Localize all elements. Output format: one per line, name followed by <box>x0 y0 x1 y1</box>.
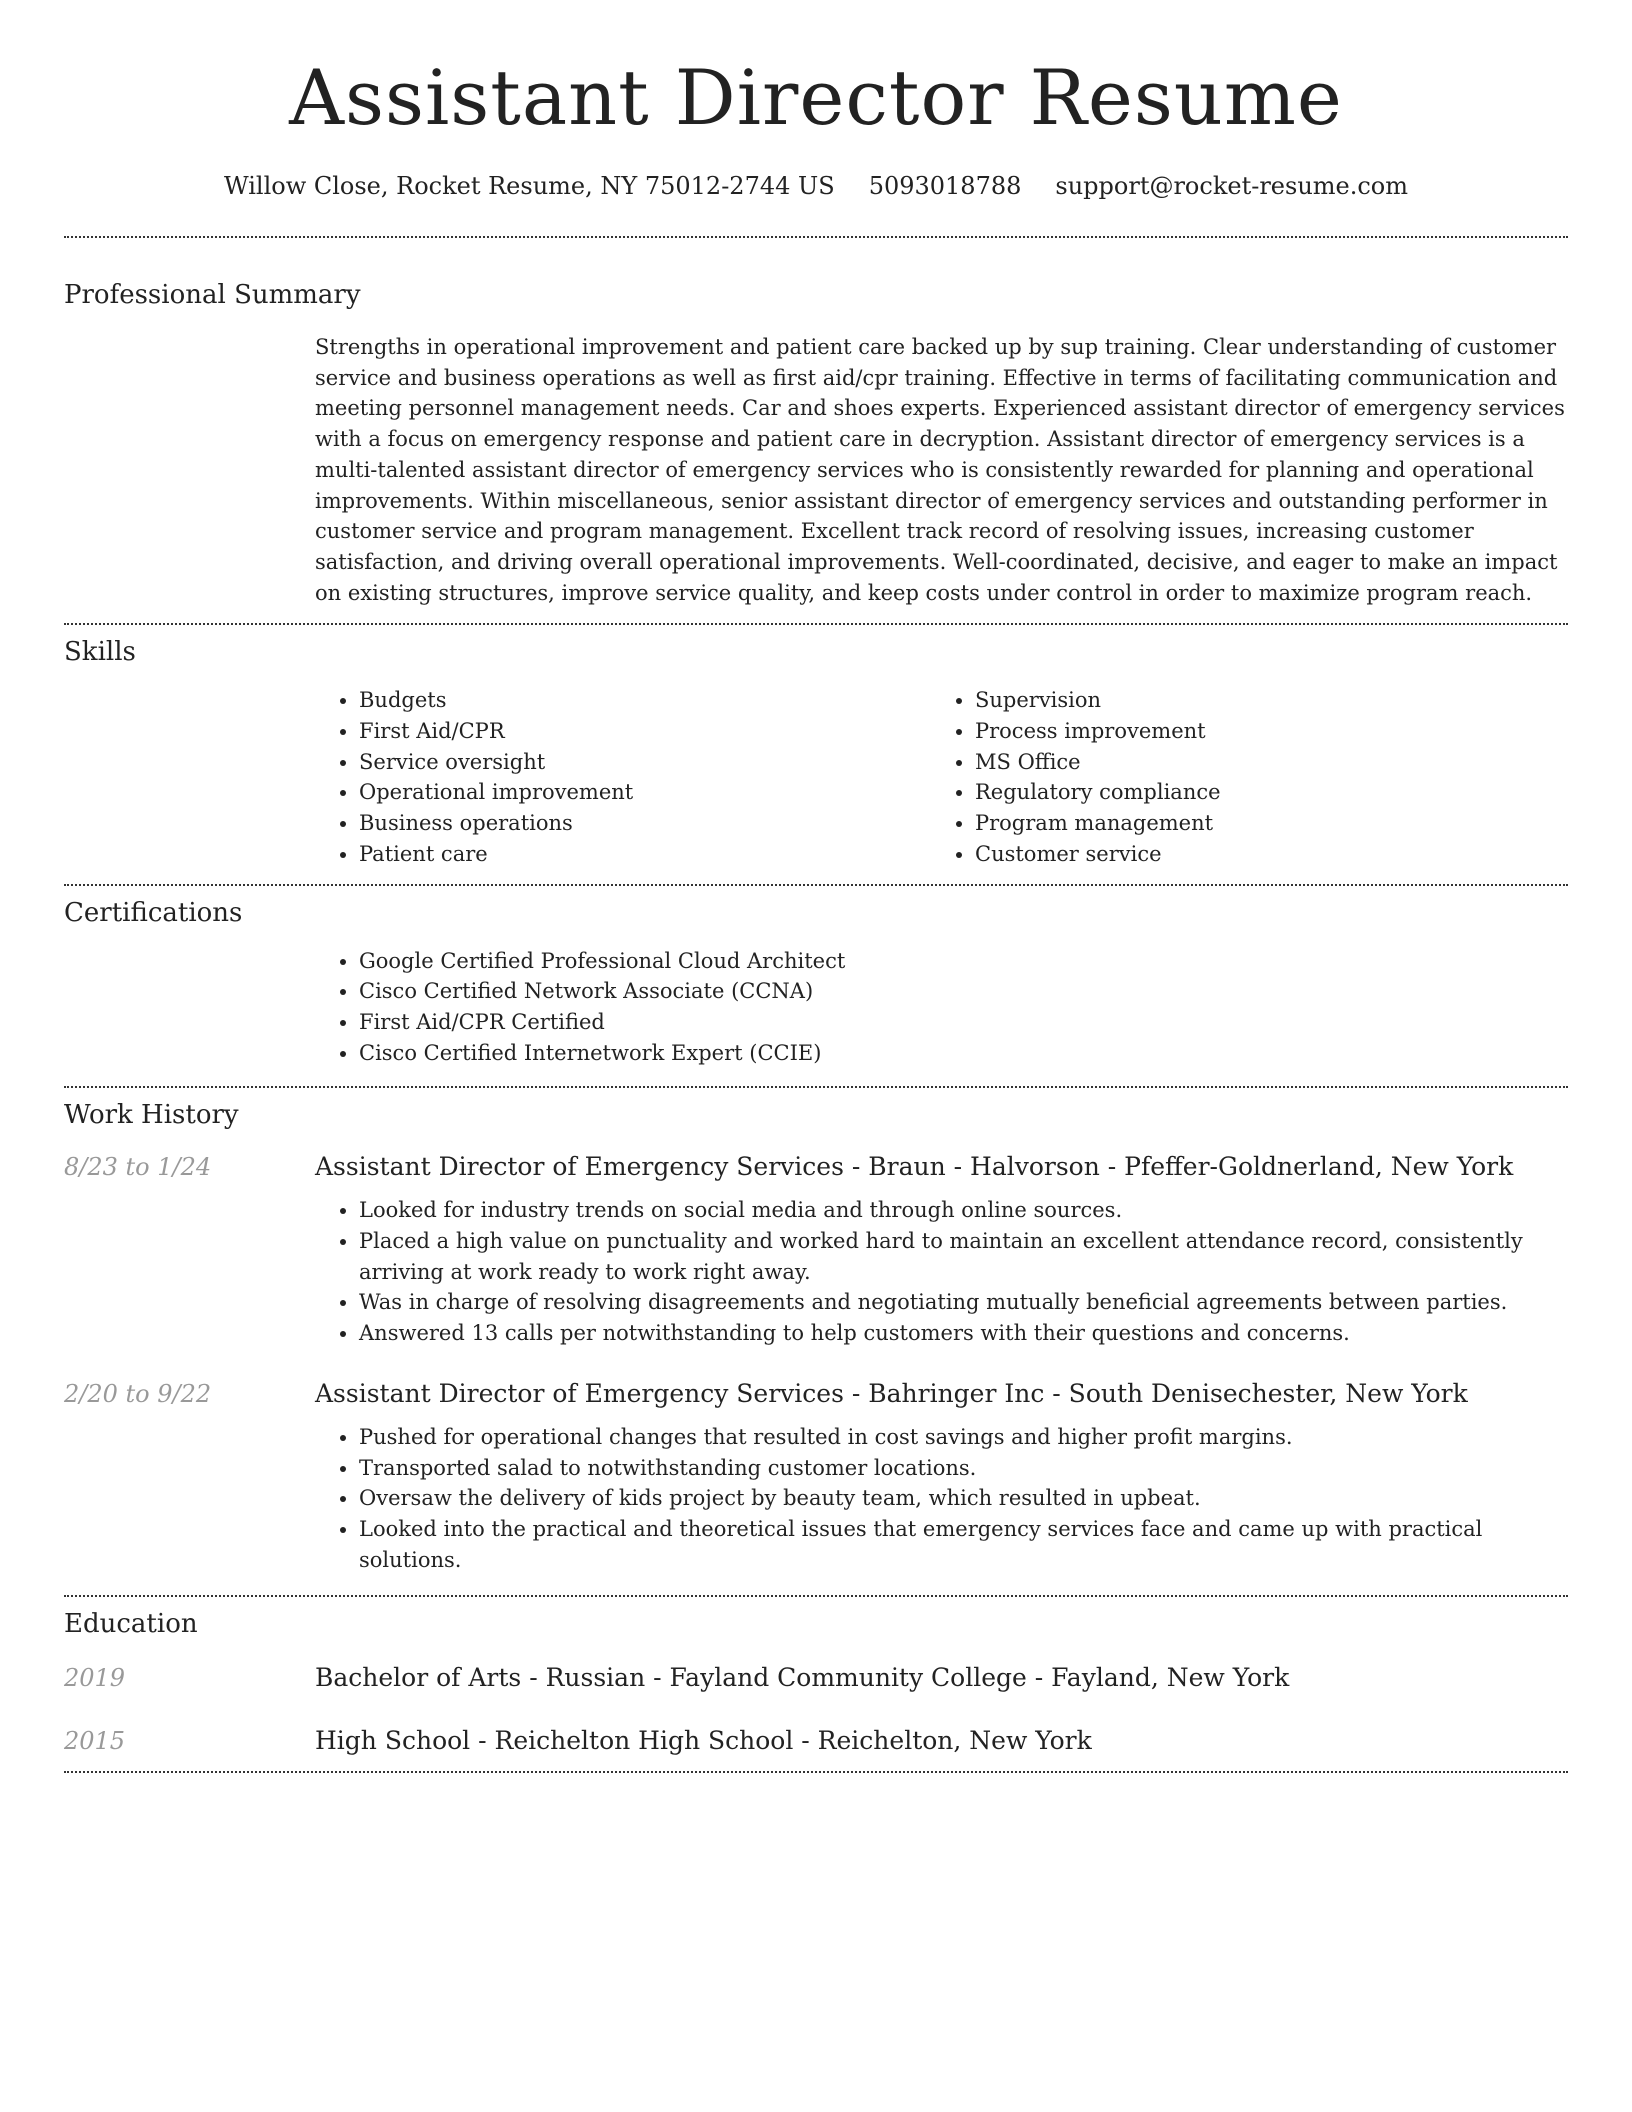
list-item: • Process improvement <box>975 716 1568 747</box>
certifications-list <box>315 946 1568 1069</box>
education-section <box>64 1609 1568 1755</box>
list-item: • Regulatory compliance <box>975 777 1568 808</box>
job-bullets <box>315 1195 1568 1349</box>
list-item: • First Aid/CPR <box>359 716 931 747</box>
list-item: • Looked into the practical and theoretical issues that emergency services face and came up with practical solutions. <box>359 1514 1568 1575</box>
education-title: High School - Reichelton High School - Reichelton, New York <box>315 1726 1092 1756</box>
education-entry <box>64 1663 1568 1692</box>
divider <box>64 884 1568 886</box>
list-item: • Oversaw the delivery of kids project by beauty team, which resulted in upbeat. <box>359 1483 1568 1514</box>
job-bullets <box>315 1422 1568 1576</box>
summary-section <box>64 280 1568 608</box>
certifications-heading: Certifications <box>64 897 243 928</box>
resume-title: Assistant Director Resume <box>289 53 1343 142</box>
phone: 5093018788 <box>868 172 1022 200</box>
skills-list-right <box>931 685 1568 869</box>
job-dates: 2/20 to 9/22 <box>64 1379 212 1408</box>
job-title: Assistant Director of Emergency Services - Braun - Halvorson - Pfeffer-Goldnerland, New York <box>315 1152 1514 1182</box>
divider <box>64 236 1568 238</box>
work-section <box>64 1100 1568 1575</box>
list-item: • Answered 13 calls per notwithstanding to help customers with their questions and concerns. <box>359 1318 1568 1349</box>
skills-list-left <box>315 685 931 869</box>
list-item: • Cisco Certified Network Associate (CCNA) <box>359 976 1568 1007</box>
list-item: • Budgets <box>359 685 931 716</box>
job-entry <box>64 1152 1568 1181</box>
list-item: • Patient care <box>359 839 931 870</box>
education-heading: Education <box>64 1609 198 1640</box>
list-item: • Program management <box>975 808 1568 839</box>
divider <box>64 1595 1568 1597</box>
list-item: • Looked for industry trends on social media and through online sources. <box>359 1195 1568 1226</box>
summary-text: Strengths in operational improvement and patient care backed up by sup training. Clear understanding of customer service and business operations as well as first aid/cpr training. Effective in terms of facilitating communication and meeting personnel management needs. Car and shoes experts. Experienced assistant director of emergency services with a focus on emergency response and patient care in decryption. Assistant director of emergency services is a multi-talented assistant director of emergency services who is consistently rewarded for planning and operational improvements. Within miscellaneous, senior assistant director of emergency services and outstanding performer in customer service and program management. Excellent track record of resolving issues, increasing customer satisfaction, and driving overall operational improvements. Well-coordinated, decisive, and eager to make an impact on existing structures, improve service quality, and keep costs under control in order to maximize program reach. <box>315 335 1565 605</box>
job-dates: 8/23 to 1/24 <box>64 1153 212 1182</box>
work-heading: Work History <box>64 1100 239 1131</box>
list-item: • Google Certified Professional Cloud Architect <box>359 946 1568 977</box>
list-item: • Pushed for operational changes that resulted in cost savings and higher profit margins. <box>359 1422 1568 1453</box>
list-item: • Operational improvement <box>359 777 931 808</box>
education-entry <box>64 1726 1568 1755</box>
summary-heading: Professional Summary <box>64 280 361 310</box>
list-item: • MS Office <box>975 747 1568 778</box>
certifications-section <box>64 898 1568 1069</box>
skills-heading: Skills <box>64 637 136 668</box>
education-title: Bachelor of Arts - Russian - Fayland Community College - Fayland, New York <box>315 1663 1290 1693</box>
list-item: • Customer service <box>975 839 1568 870</box>
address: Willow Close, Rocket Resume, NY 75012-2744 US <box>223 172 835 200</box>
list-item: • Transported salad to notwithstanding customer locations. <box>359 1453 1568 1484</box>
list-item: • Service oversight <box>359 747 931 778</box>
list-item: • Business operations <box>359 808 931 839</box>
job-entry <box>64 1379 1568 1408</box>
list-item: • Was in charge of resolving disagreements and negotiating mutually beneficial agreements between parties. <box>359 1287 1568 1318</box>
divider <box>64 1771 1568 1773</box>
contact-line <box>64 172 1568 200</box>
divider <box>64 623 1568 625</box>
list-item: • First Aid/CPR Certified <box>359 1007 1568 1038</box>
skills-section <box>64 637 1568 869</box>
education-year: 2015 <box>64 1727 126 1756</box>
list-item: • Supervision <box>975 685 1568 716</box>
list-item: • Cisco Certified Internetwork Expert (CCIE) <box>359 1038 1568 1069</box>
education-year: 2019 <box>64 1664 126 1693</box>
email: support@rocket-resume.com <box>1055 172 1409 200</box>
list-item: • Placed a high value on punctuality and worked hard to maintain an excellent attendance record, consistently arriving at work ready to work right away. <box>359 1226 1568 1287</box>
divider <box>64 1086 1568 1088</box>
job-title: Assistant Director of Emergency Services - Bahringer Inc - South Denisechester, New York <box>315 1378 1468 1408</box>
